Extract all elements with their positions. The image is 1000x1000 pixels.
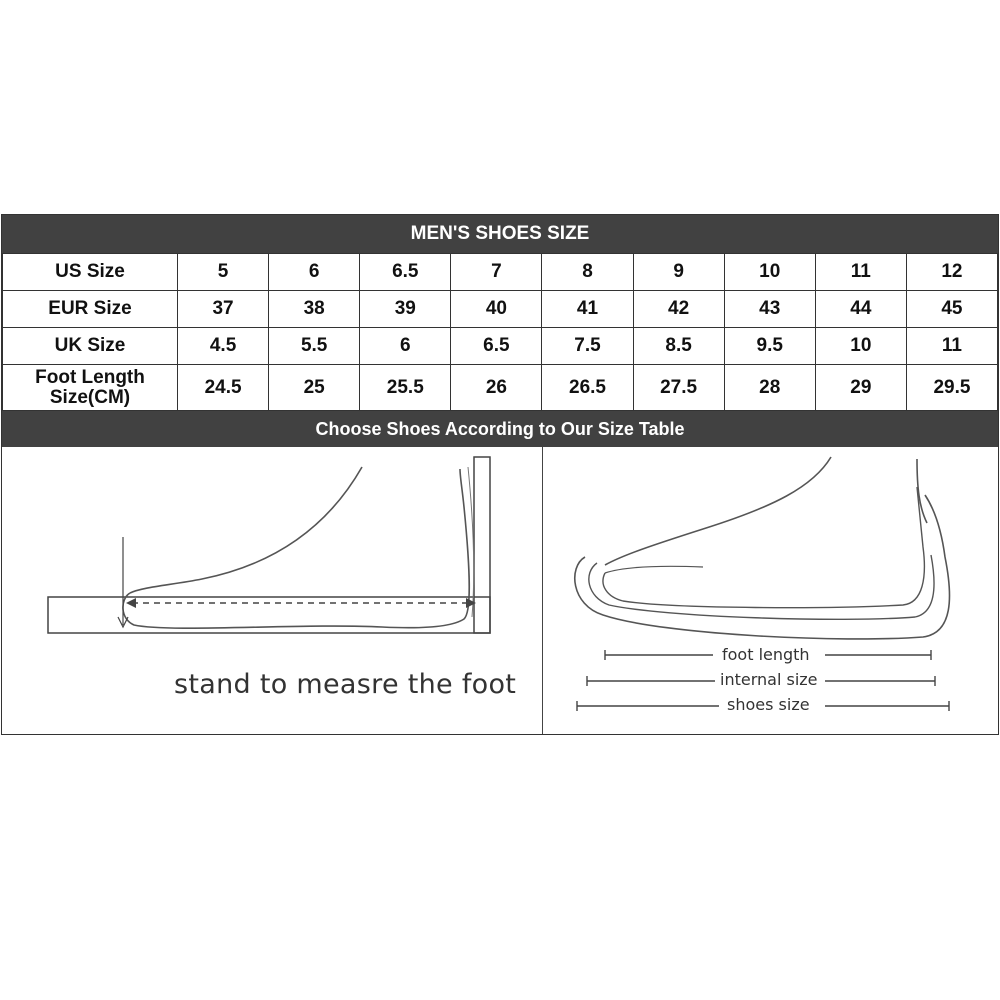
table-cell: 39 — [360, 291, 451, 328]
illustrations — [2, 447, 998, 734]
table-cell: 6.5 — [451, 328, 542, 365]
table-row — [3, 365, 998, 411]
table-row — [3, 291, 998, 328]
row-label: Foot Length Size(CM) — [3, 365, 178, 411]
table-cell: 6 — [269, 254, 360, 291]
table-cell: 25 — [269, 365, 360, 411]
table-cell: 9.5 — [724, 328, 815, 365]
table-cell: 42 — [633, 291, 724, 328]
table-cell: 37 — [178, 291, 269, 328]
table-cell: 43 — [724, 291, 815, 328]
table-cell: 29 — [815, 365, 906, 411]
table-cell: 29.5 — [906, 365, 997, 411]
table-cell: 11 — [815, 254, 906, 291]
table-cell: 8 — [542, 254, 633, 291]
table-cell: 10 — [815, 328, 906, 365]
size-table — [2, 253, 998, 411]
table-cell: 26.5 — [542, 365, 633, 411]
table-cell: 26 — [451, 365, 542, 411]
table-cell: 10 — [724, 254, 815, 291]
table-cell: 5.5 — [269, 328, 360, 365]
table-row — [3, 328, 998, 365]
measure-foot-length: foot length — [718, 645, 814, 664]
table-cell: 25.5 — [360, 365, 451, 411]
table-cell: 44 — [815, 291, 906, 328]
table-cell: 12 — [906, 254, 997, 291]
table-cell: 28 — [724, 365, 815, 411]
chart-title: MEN'S SHOES SIZE — [2, 215, 998, 253]
table-cell: 24.5 — [178, 365, 269, 411]
table-cell: 40 — [451, 291, 542, 328]
left-caption: stand to measre the foot — [174, 669, 517, 700]
table-cell: 7 — [451, 254, 542, 291]
table-cell: 4.5 — [178, 328, 269, 365]
shoe-size-illustration — [543, 447, 1000, 734]
row-label: US Size — [3, 254, 178, 291]
table-cell: 7.5 — [542, 328, 633, 365]
table-cell: 41 — [542, 291, 633, 328]
chart-subtitle: Choose Shoes According to Our Size Table — [2, 411, 998, 447]
table-cell: 5 — [178, 254, 269, 291]
table-cell: 27.5 — [633, 365, 724, 411]
row-label: UK Size — [3, 328, 178, 365]
size-chart — [1, 214, 999, 735]
measure-internal-size: internal size — [716, 670, 822, 689]
table-row — [3, 254, 998, 291]
table-cell: 45 — [906, 291, 997, 328]
table-cell: 11 — [906, 328, 997, 365]
row-label: EUR Size — [3, 291, 178, 328]
table-cell: 6.5 — [360, 254, 451, 291]
measure-shoes-size: shoes size — [723, 695, 814, 714]
table-cell: 8.5 — [633, 328, 724, 365]
table-cell: 6 — [360, 328, 451, 365]
table-cell: 38 — [269, 291, 360, 328]
table-cell: 9 — [633, 254, 724, 291]
